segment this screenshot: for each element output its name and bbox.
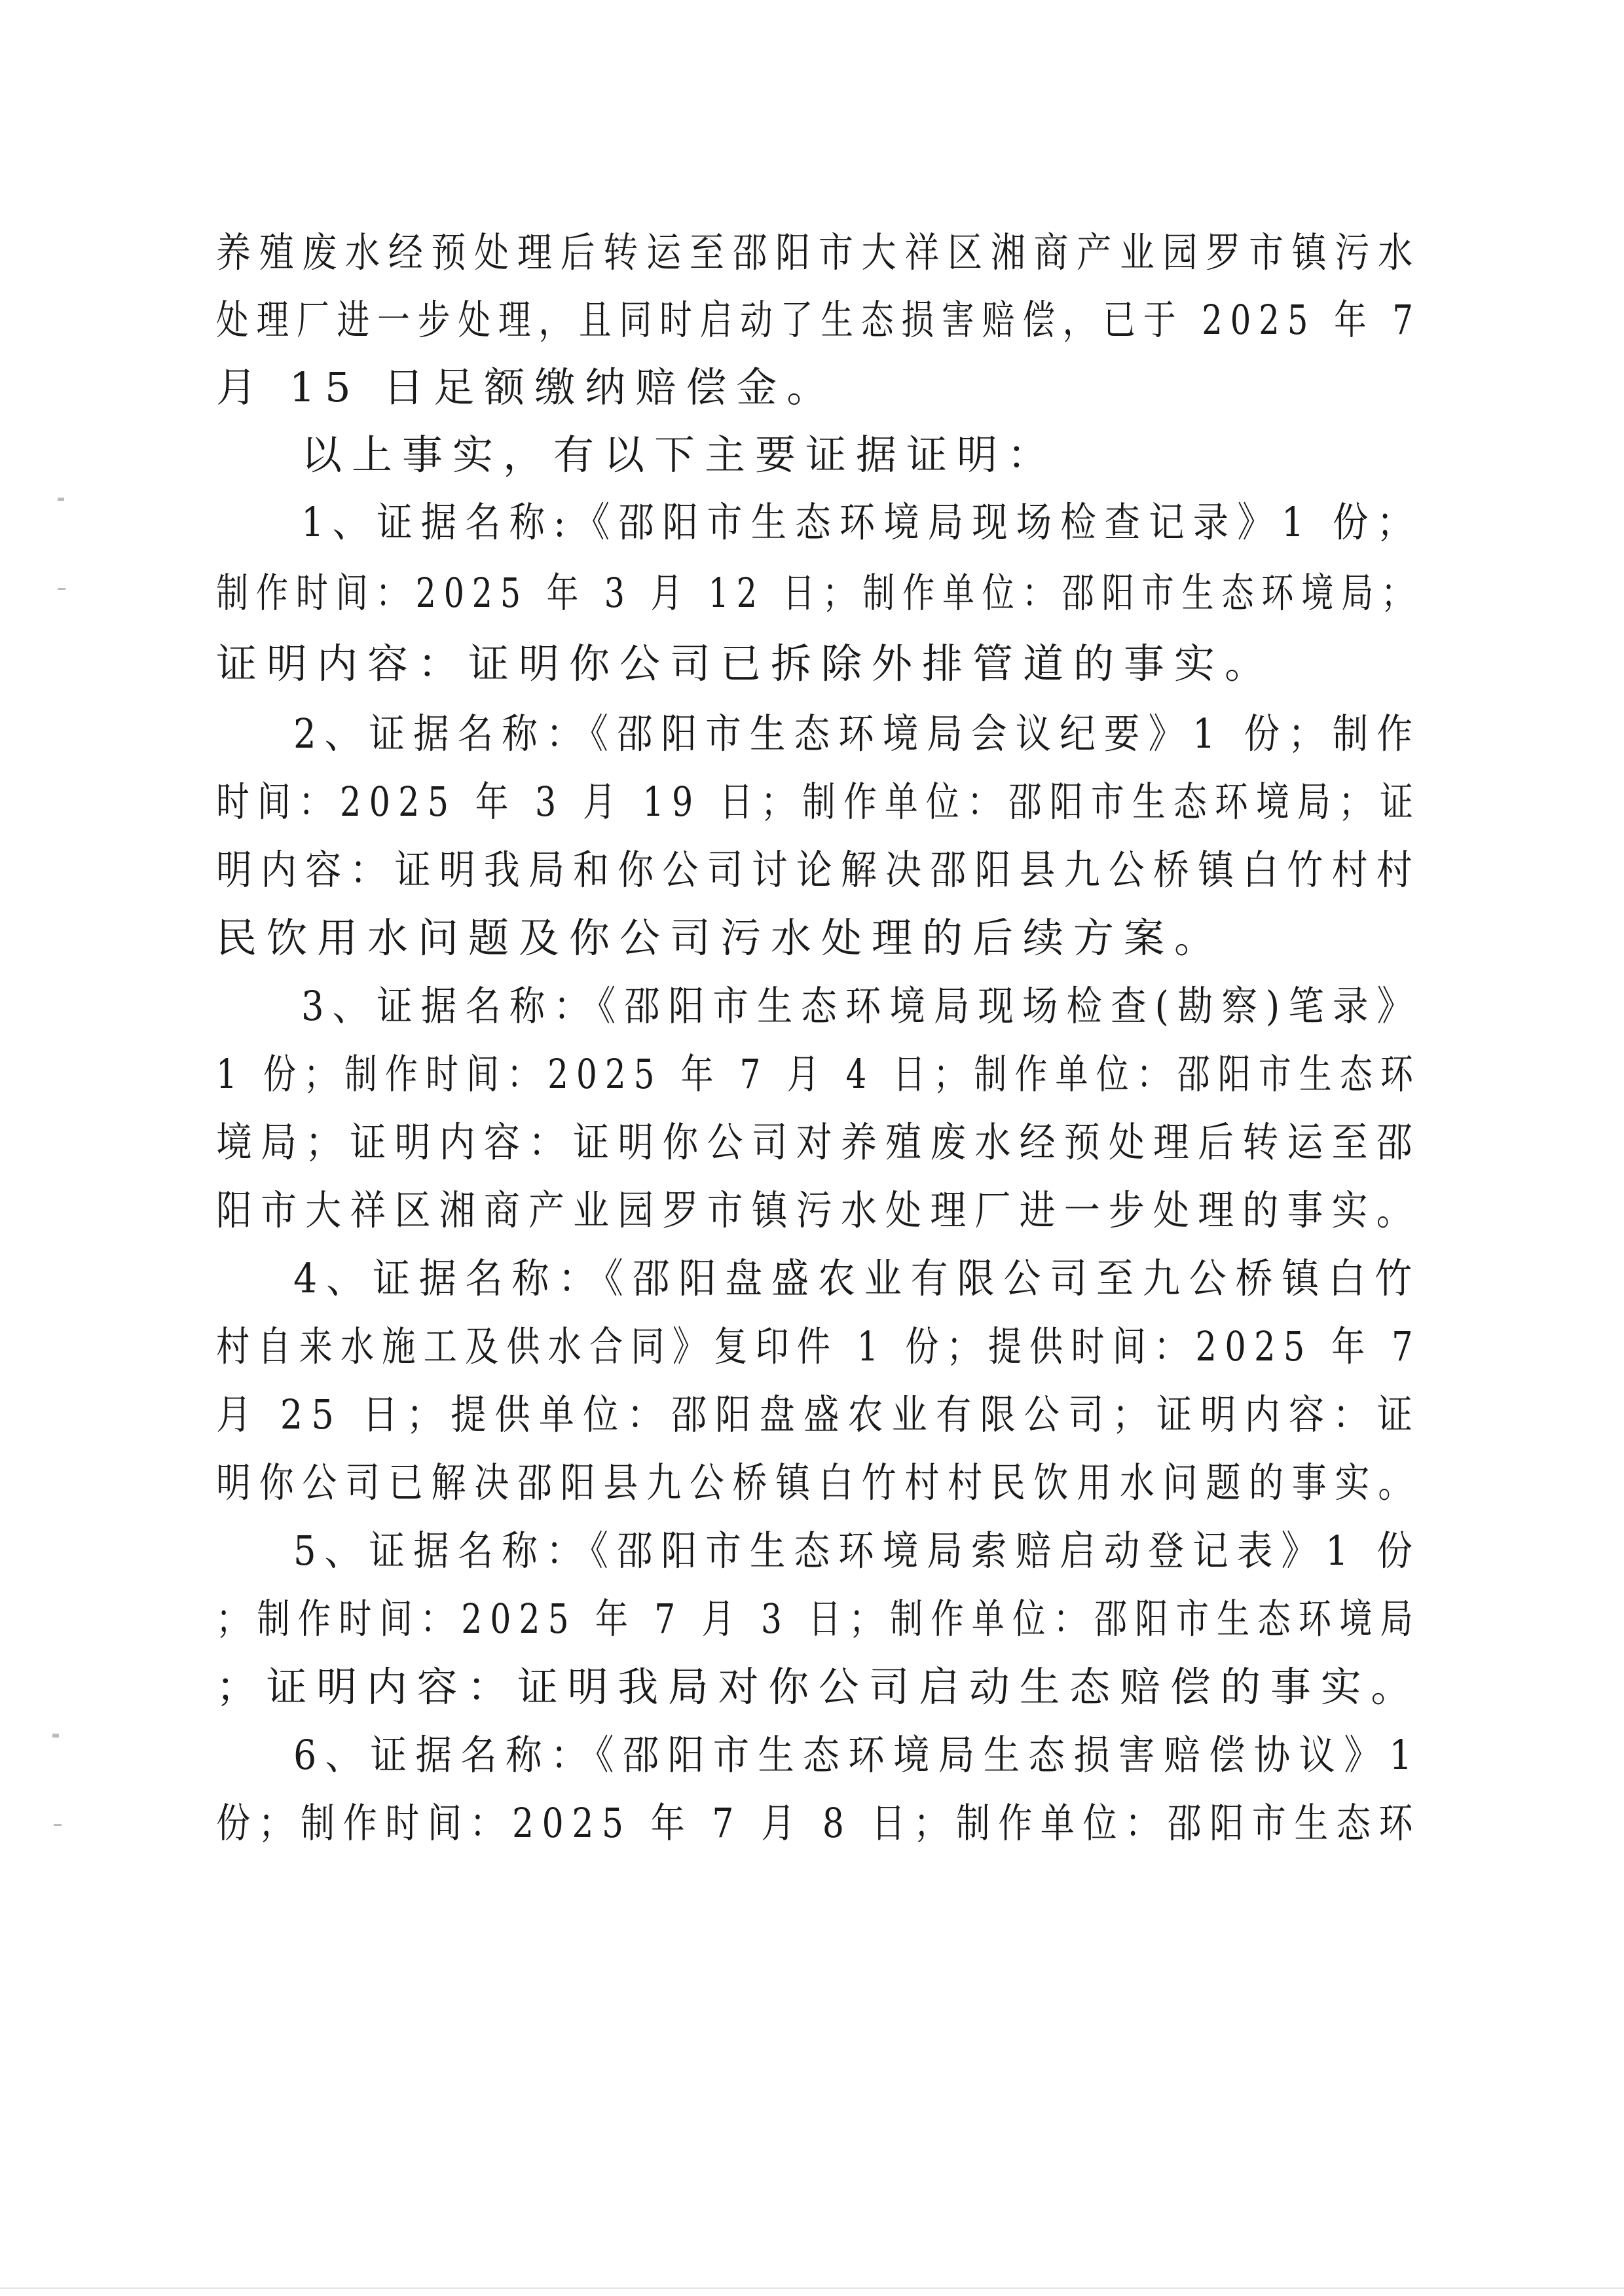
scan-mark: [58, 498, 64, 501]
scan-edge: [0, 2287, 1624, 2289]
document-page: 养殖废水经预处理后转运至邵阳市大祥区湘商产业园罗市镇污水 处理厂进一步处理，且同时启动了生态损害赔偿，已于 2025 年 7 月 15 日足额缴纳赔偿金。 以上事实，有以下主要证据证明： 1、证据名称:《邵阳市生态环境局现场检查记录》1 份； 制作时间：2025 年 3 月 12 日；制作单位：邵阳市生态环境局； 证明内容：证明你公司已拆除外排管道的事实。 2、证据名称：《邵阳市生态环境局会议纪要》1 份；制作 时间：2025 年 3 月 19 日；制作单位：邵阳市生态环境局；证 明内容：证明我局和你公司讨论解决邵阳县九公桥镇白竹村村 民饮用水问题及你公司污水处理的后续方案。 3、证据名称：《邵阳市生态环境局现场检查(勘察)笔录》 1 份；制作时间：2025 年 7 月 4 日；制作单位：邵阳市生态环 境局；证明内容：证明你公司对养殖废水经预处理后转运至邵 阳市大祥区湘商产业园罗市镇污水处理厂进一步处理的事实。 4、证据名称：《邵阳盘盛农业有限公司至九公桥镇白竹 村自来水施工及供水合同》复印件 1 份；提供时间：2025 年 7 月 25 日；提供单位：邵阳盘盛农业有限公司；证明内容：证 明你公司已解决邵阳县九公桥镇白竹村村民饮用水问题的事实。 5、证据名称：《邵阳市生态环境局索赔启动登记表》1 份 ；制作时间：2025 年 7 月 3 日；制作单位：邵阳市生态环境局 ；证明内容：证明我局对你公司启动生态赔偿的事实。 6、证据名称：《邵阳市生态环境局生态损害赔偿协议》1 份；制作时间：2025 年 7 月 8 日；制作单位：邵阳市生态环: [0, 0, 1624, 2296]
scan-mark: [52, 1734, 59, 1738]
scan-mark: [54, 1824, 62, 1826]
scan-mark: [58, 588, 65, 590]
